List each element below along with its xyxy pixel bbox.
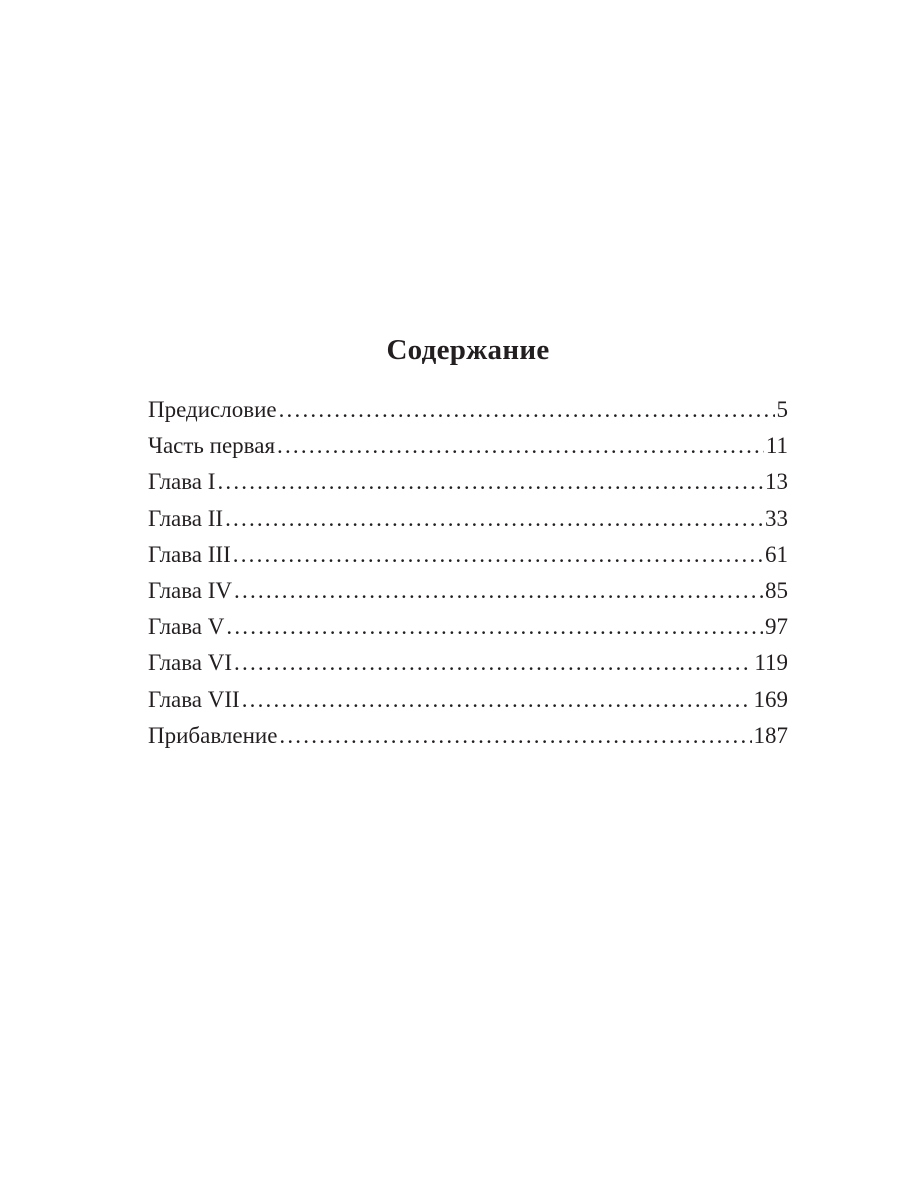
toc-entry-label: Глава IV bbox=[148, 577, 233, 603]
toc-entry-label: Прибавление bbox=[148, 722, 278, 748]
toc-entry bbox=[148, 682, 788, 718]
dot-leader bbox=[233, 537, 763, 573]
toc-page-number: 33 bbox=[765, 505, 788, 531]
dot-leader bbox=[226, 609, 763, 645]
toc-entry-label: Часть первая bbox=[148, 433, 276, 459]
toc-page-number: 169 bbox=[753, 686, 788, 712]
toc-entry-label: Глава III bbox=[148, 541, 231, 567]
toc-entry bbox=[148, 501, 788, 537]
toc-entry bbox=[148, 609, 788, 645]
toc-page-number: 11 bbox=[765, 433, 788, 459]
toc-entry bbox=[148, 464, 788, 500]
toc-page-number: 85 bbox=[765, 577, 788, 603]
toc-page-number: 119 bbox=[754, 650, 788, 676]
toc-entry-label: Глава I bbox=[148, 469, 216, 495]
dot-leader bbox=[234, 573, 763, 609]
toc-page-number: 97 bbox=[765, 614, 788, 640]
toc-page-number: 5 bbox=[776, 397, 788, 422]
dot-leader bbox=[277, 428, 764, 464]
dot-leader bbox=[217, 464, 763, 500]
dot-leader bbox=[279, 718, 751, 754]
toc-entry-label: Глава II bbox=[148, 505, 224, 531]
toc-entry bbox=[148, 537, 788, 573]
toc-entry bbox=[148, 645, 788, 681]
toc-entry bbox=[148, 718, 788, 754]
table-of-contents bbox=[148, 392, 788, 754]
toc-entry bbox=[148, 392, 788, 428]
toc-page-number: 13 bbox=[765, 469, 788, 495]
toc-entry-label: Глава VI bbox=[148, 650, 233, 676]
toc-entry-label: Предисловие bbox=[148, 397, 277, 422]
toc-entry bbox=[148, 573, 788, 609]
toc-entry bbox=[148, 428, 788, 464]
toc-page-number: 61 bbox=[765, 541, 788, 567]
dot-leader bbox=[279, 392, 775, 428]
dot-leader bbox=[242, 682, 752, 718]
toc-entry-label: Глава VII bbox=[148, 686, 240, 712]
dot-leader bbox=[234, 645, 752, 681]
dot-leader bbox=[225, 501, 763, 537]
toc-title: Содержание bbox=[386, 334, 550, 366]
toc-entry-label: Глава V bbox=[148, 614, 225, 640]
toc-page-number: 187 bbox=[753, 722, 788, 748]
